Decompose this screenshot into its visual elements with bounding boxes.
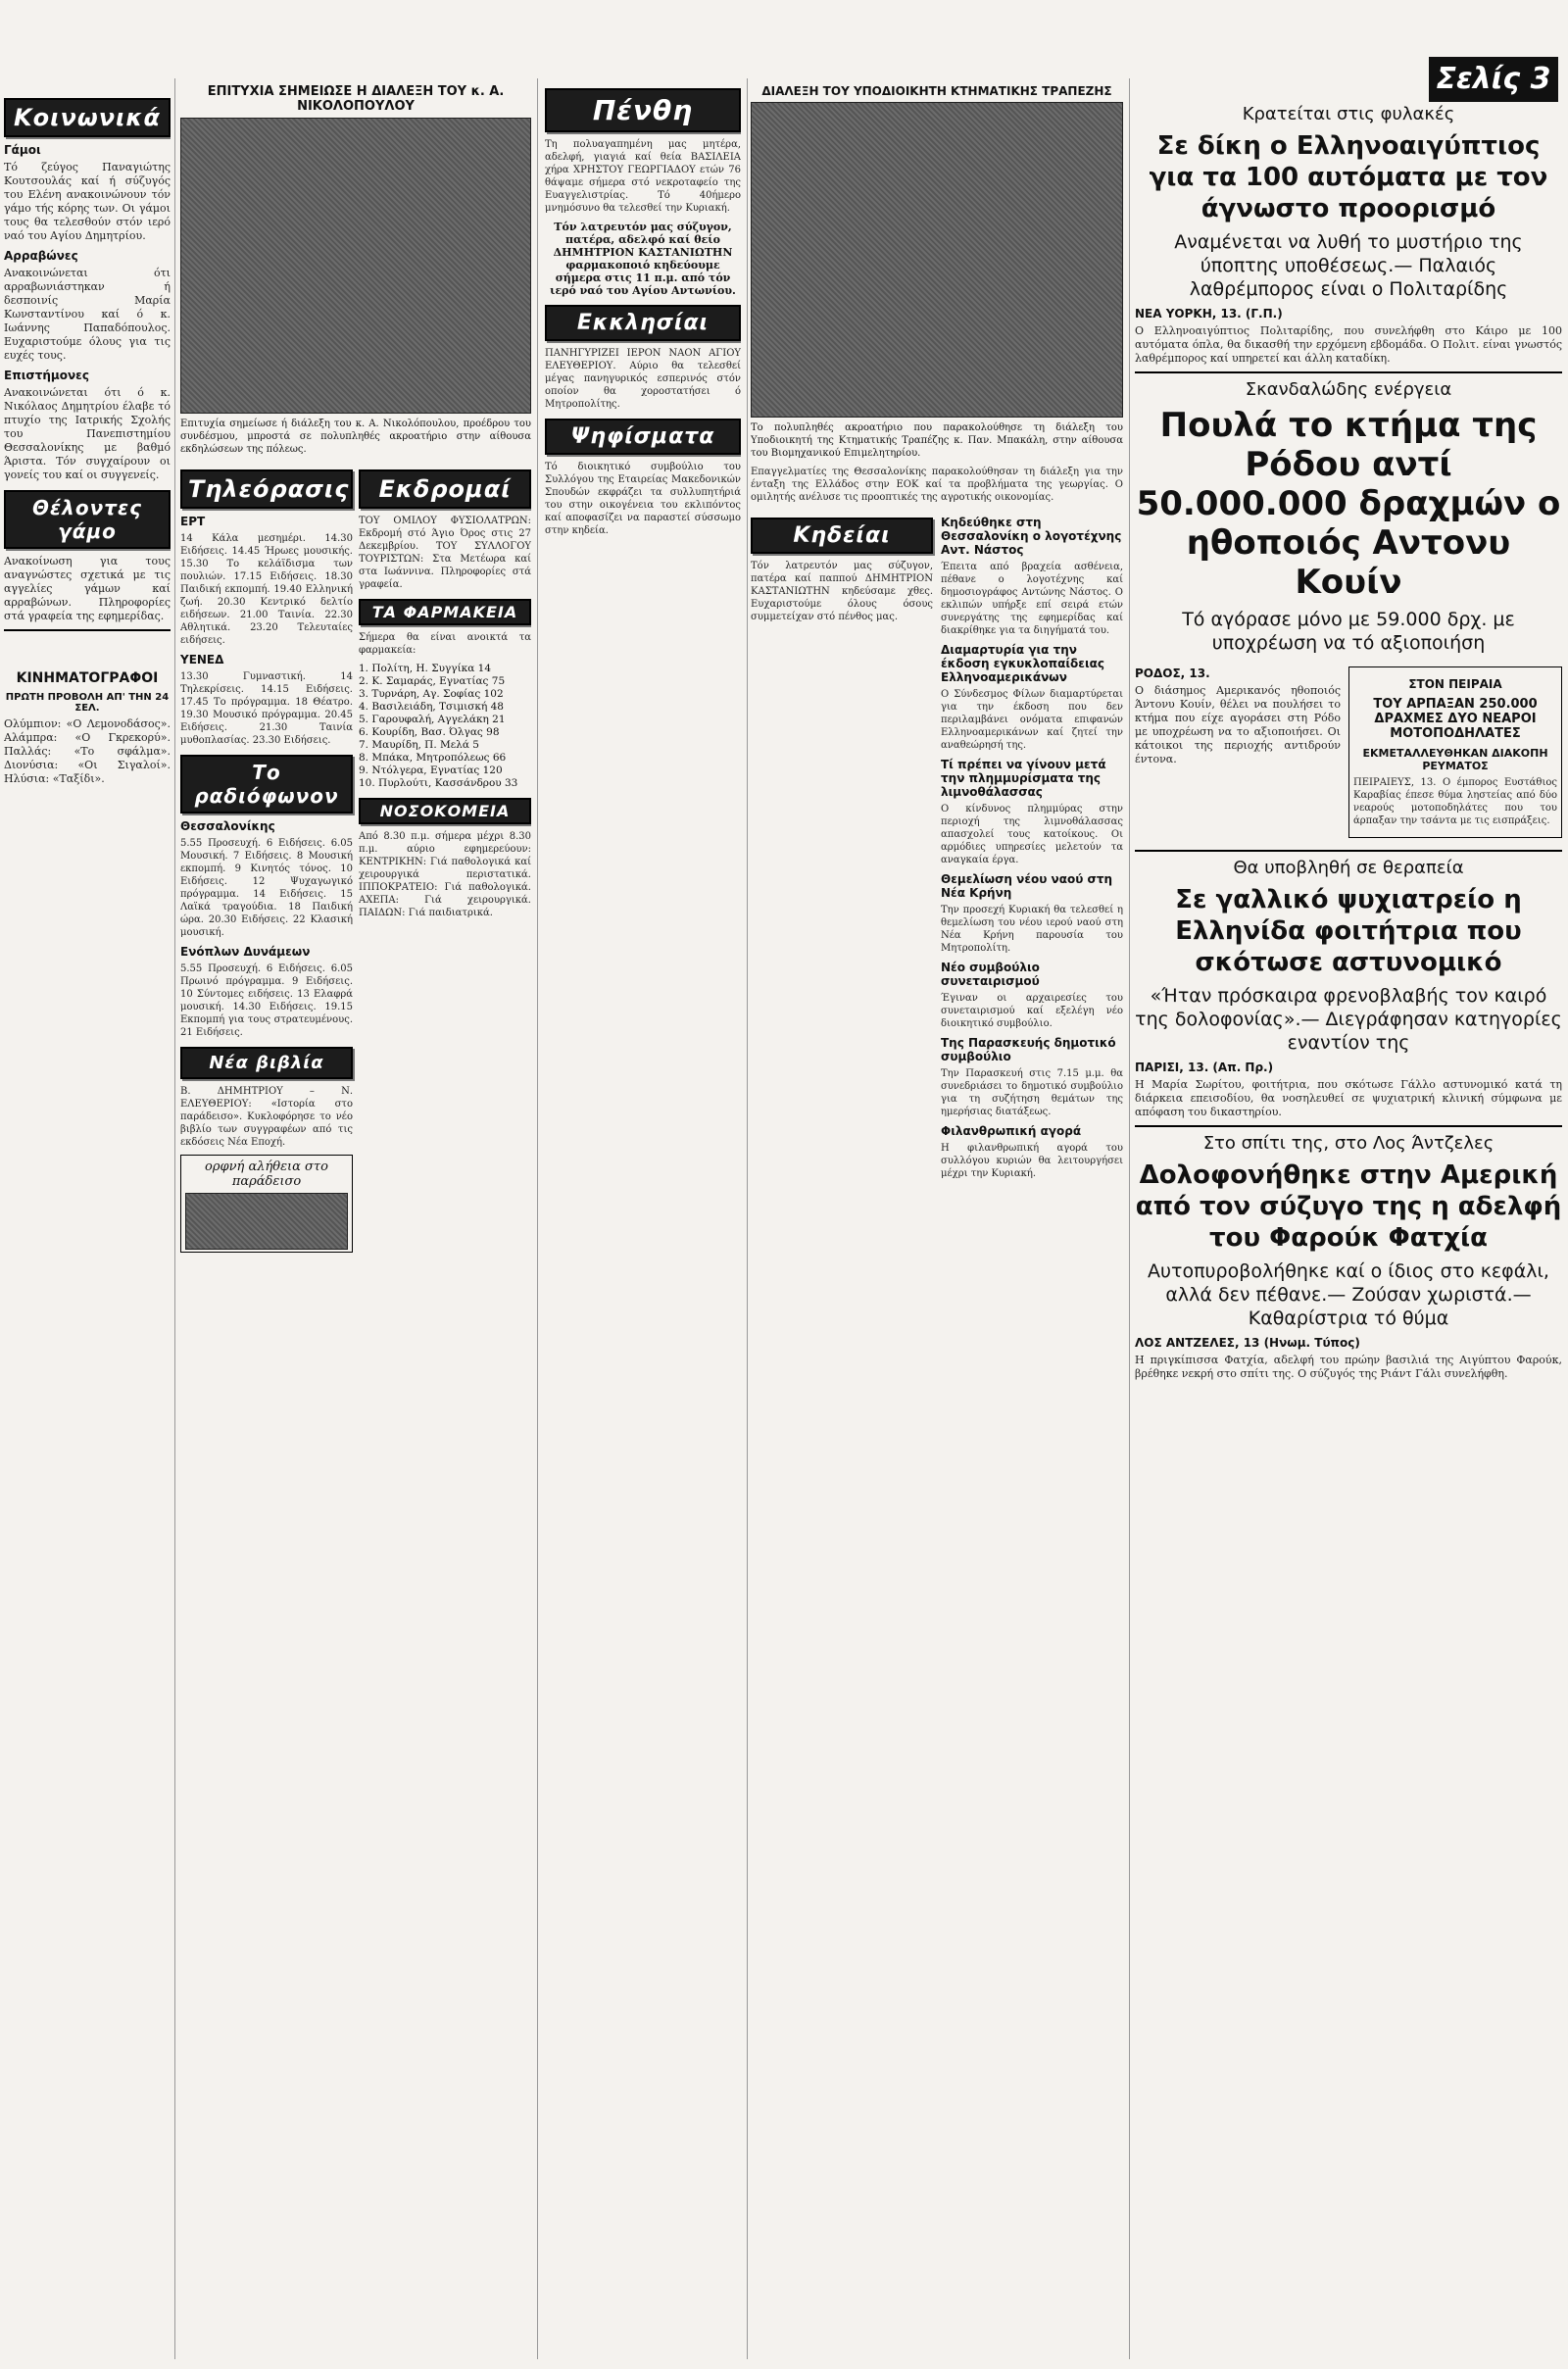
section-text: Ανακοινώνεται ότι αρραβωνιάστηκαν ή δεσποινίς Μαρία Κωνσταντίνου καί ό κ. Ιωάννης Παπαδόπουλος. Ευχαριστούμε όλους για τις ευχές τους. <box>4 267 171 362</box>
column-4 <box>751 0 1123 2362</box>
radio-text: 5.55 Προσευχή. 6 Ειδήσεις. 6.05 Μουσική. 7 Ειδήσεις. 8 Μουσική εκπομπή. 9 Κινητός τόνος. 10 Ειδήσεις. 12 Ψυχαγωγικό πρόγραμμα. 14 Ειδήσεις. 15 Λαϊκά τραγούδια. 18 Παιδική ώρα. 20.30 Ειδήσεις. 22 Κλασική μουσική. <box>180 838 353 938</box>
social-header: Κοινωνικά <box>4 98 171 137</box>
grief-name: Τόν λατρευτόν μας σύζυγον, πατέρα, αδελφό καί θείο ΔΗΜΗΤΡΙΟΝ ΚΑΣΤΑΝΙΩΤΗΝ φαρμακοποιό κηδεύουμε σήμερα στις 11 π.μ. από τόν ιερό ναό του Αγίου Αντωνίου. <box>550 221 736 297</box>
newbook-text: Β. ΔΗΜΗΤΡΙΟΥ – Ν. ΕΛΕΥΘΕΡΙΟΥ: «Ιστορία στο παράδεισο». Κυκλοφόρησε το νέο βιβλίο των συγγραφέων από τις εκδόσεις Νέα Εποχή. <box>180 1086 353 1148</box>
hospitals-header: ΝΟΣΟΚΟΜΕΙΑ <box>359 798 531 824</box>
story2-headline: Πουλά το κτήμα της Ρόδου αντί 50.000.000 δραχμών ο ηθοποιός Αντονυ Κουίν <box>1136 406 1561 602</box>
decrees-header: Ψηφίσματα <box>545 419 741 455</box>
story1-text: Ο Ελληνοαιγύπτιος Πολιταρίδης, που συνελήφθη στο Κάιρο με 100 αυτόματα όπλα, θα δικασθή την ερχόμενη εβδομάδα. Ο Πολιτ. είναι γνωστός λαθρέμπορος καί υπηρετεί και άλλη καταδίκη. <box>1135 324 1562 365</box>
piraeus-box-sub: ΕΚΜΕΤΑΛΛΕΥΘΗΚΑΝ ΔΙΑΚΟΠΗ ΡΕΥΜΑΤΟΣ <box>1362 747 1548 772</box>
section-header: Θέλοντες γάμο <box>4 490 171 549</box>
story3-kicker: Θα υποβληθή σε θεραπεία <box>1233 858 1464 878</box>
newbook-header: Νέα βιβλία <box>180 1047 353 1079</box>
story3-headline: Σε γαλλικό ψυχιατρείο η Ελληνίδα φοιτήτρια που σκότωσε αστυνομικό <box>1175 885 1522 977</box>
lagoon-text: Ο κίνδυνος πλημμύρας στην περιοχή της λιμνοθάλασσας απασχολεί τους κατοίκους. Οι αρμόδιες υπηρεσίες μελετούν τα αναγκαία έργα. <box>941 804 1123 865</box>
section-text: Ανακοίνωση για τους αναγνώστες σχετικά με τις αγγελίες γάμων καί αρραβώνων. Πληροφορίες στά γραφεία της εφημερίδας. <box>4 555 171 622</box>
story4-dateline: ΛΟΣ ΑΝΤΖΕΛΕΣ, 13 (Ηνωμ. Τύπος) <box>1135 1336 1360 1350</box>
nastos-text: Έπειτα από βραχεία ασθένεια, πέθανε ο λογοτέχνης καί δημοσιογράφος Αντώνης Νάστος. Ο εκλιπών υπήρξε επί σειρά ετών συνεργάτης της εφημερίδας καί διακρίθηκε για τα διηγήματά του. <box>941 562 1123 636</box>
tv-text2: 13.30 Γυμναστική. 14 Τηλεκρίσεις. 14.15 Ειδήσεις. 17.45 Το πρόγραμμα. 18 Θέατρο. 19.30 Μουσικό πρόγραμμα. 20.45 Ειδήσεις. 21.30 Ταινία μυθοπλασίας. 23.30 Ειδήσεις. <box>180 671 353 746</box>
market-heading: Φιλανθρωπική αγορά <box>941 1124 1082 1138</box>
story3-text: Η Μαρία Σωρίτου, φοιτήτρια, που σκότωσε Γάλλο αστυνομικό κατά τη διάρκεια επεισοδίου, θα νοσηλευθεί σε ψυχιατρική κλινική σύμφωνα με απόφαση του δικαστηρίου. <box>1135 1078 1562 1118</box>
coop-text: Έγιναν οι αρχαιρεσίες του συνεταιρισμού καί εξελέγη νέο διοικητικό συμβούλιο. <box>941 993 1123 1029</box>
protest-text: Ο Σύνδεσμος Φίλων διαμαρτύρεται για την έκδοση που δεν περιλαμβάνει ονόματα επιφανών Ελληνοαμερικάνων καί ζητεί την αναθεώρησή της. <box>941 689 1123 751</box>
council-text: Την Παρασκευή στις 7.15 μ.μ. θα συνεδριάσει το δημοτικό συμβούλιο για τη συζήτηση θεμάτων της ημερήσιας διατάξεως. <box>941 1068 1123 1117</box>
radio-sub2: Ενόπλων Δυνάμεων <box>180 945 311 959</box>
column-2 <box>180 0 531 2362</box>
outings-text: ΤΟΥ ΟΜΙΛΟΥ ΦΥΣΙΟΛΑΤΡΩΝ: Εκδρομή στό Άγιο Όρος στις 27 Δεκεμβρίου. ΤΟΥ ΣΥΛΛΟΓΟΥ ΤΟΥΡΙΣΤΩΝ: Στα Μετέωρα καί στα Ιωάννινα. Πληροφορίες στά γραφεία. <box>359 516 531 590</box>
protest-heading: Διαμαρτυρία για την έκδοση εγκυκλοπαίδειας Ελληνοαμερικάνων <box>941 643 1104 684</box>
cinema-text: Ολύμπιον: «Ο Λεμονοδάσος». Αλάμπρα: «Ο Γκρεκορύ». Παλλάς: «Το σφάλμα». Διονύσια: «Οι Σιγαλοί». Ηλύσια: «Ταξίδι». <box>4 717 171 785</box>
book-ad-title: ορφνή αλήθεια στο παράδεισο <box>205 1160 328 1189</box>
lecture-photo <box>180 118 531 414</box>
grief-header: Πένθη <box>545 88 741 132</box>
churches-header: Εκκλησίαι <box>545 305 741 341</box>
nastos-heading: Κηδεύθηκε στη Θεσσαλονίκη ο λογοτέχνης Αντ. Νάστος <box>941 516 1122 557</box>
pharmacy-item: 3. Τυρνάρη, Αγ. Σοφίας 102 <box>359 688 504 700</box>
pharmacies-intro: Σήμερα θα είναι ανοικτά τα φαρμακεία: <box>359 632 531 656</box>
outings-header: Εκδρομαί <box>359 469 531 509</box>
story1-headline: Σε δίκη ο Ελληνοαιγύπτιος για τα 100 αυτόματα με τον άγνωστο προορισμό <box>1149 131 1548 223</box>
funerals-text: Τόν λατρευτόν μας σύζυγον, πατέρα καί παππού ΔΗΜΗΤΡΙΟΝ ΚΑΣΤΑΝΙΩΤΗΝ κηδεύσαμε χθες. Ευχαριστούμε όλους όσους συμμετείχαν στό πένθος μας. <box>751 561 933 622</box>
pharmacy-item: 8. Μπάκα, Μητροπόλεως 66 <box>359 752 507 764</box>
radio-header: Το ραδιόφωνον <box>180 755 353 814</box>
decrees-text: Τό διοικητικό συμβούλιο του Συλλόγου της Εταιρείας Μακεδονικών Σπουδών εκφράζει τα συλλυπητήριά του στην οικογένεια του εκλιπόντος καί αποφασίζει να παραστεί σύσσωμο στην κηδεία. <box>545 462 741 536</box>
tv-header: Τηλεόρασις <box>180 469 353 509</box>
tv-text: 14 Κάλα μεσημέρι. 14.30 Ειδήσεις. 14.45 Ήρωες μουσικής. 15.30 Το κελάϊδισμα των πουλιών. 17.15 Ειδήσεις. 18.30 Παιδική εκπομπή. 19.40 Ελληνική ζωή. 20.30 Κεντρικό δελτίο ειδήσεων. 21.00 Ταινία. 22.30 Αθλητικά. 23.20 Τελευταίες ειδήσεις. <box>180 533 353 646</box>
story2-deck: Τό αγόρασε μόνο με 59.000 δρχ. με υποχρέωση να τό αξιοποιήση <box>1182 609 1515 654</box>
section-text: Ανακοινώνεται ότι ό κ. Νικόλαος Δημητρίου έλαβε τό πτυχίο της Ιατρικής Σχολής του Πανεπιστημίου Θεσσαλονίκης με βαθμό Άριστα. Τόν συγχαίρουν οι γονείς του καί οι συγγενείς. <box>4 386 171 481</box>
cinema-sub: ΠΡΩΤΗ ΠΡΟΒΟΛΗ ΑΠ' ΤΗΝ 24 ΣΕΛ. <box>5 692 170 714</box>
section-title: Αρραβώνες <box>4 249 78 263</box>
tv-sub2: ΥΕΝΕΔ <box>180 653 224 666</box>
story1-deck: Αναμένεται να λυθή το μυστήριο της ύποπτης υποθέσεως.— Παλαιός λαθρέμπορος είναι ο Πολιταρίδης <box>1174 231 1523 300</box>
piraeus-box <box>1348 666 1562 838</box>
bank-lecture-title: ΔΙΑΛΕΞΗ ΤΟΥ ΥΠΟΔΙΟΙΚΗΤΗ ΚΤΗΜΑΤΙΚΗΣ ΤΡΑΠΕΖΗΣ <box>761 84 1112 98</box>
coop-heading: Νέο συμβούλιο συνεταιρισμού <box>941 961 1040 988</box>
story1-kicker: Κρατείται στις φυλακές <box>1242 104 1455 124</box>
book-ad <box>180 1155 353 1253</box>
grief-text: Τη πολυαγαπημένη μας μητέρα, αδελφή, γιαγιά καί θεία ΒΑΣΙΛΕΙΑ χήρα ΧΡΗΣΤΟΥ ΓΕΩΡΓΙΑΔΟΥ ετών 76 θάψαμε σήμερα στό νεκροταφείο της Ευαγγελιστρίας. Τό 40ήμερο μνημόσυνο θα τελεσθεί την Κυριακή. <box>545 139 741 214</box>
story4-deck: Αυτοπυροβολήθηκε καί ο ίδιος στο κεφάλι, αλλά δεν πέθανε.— Ζούσαν χωριστά.— Καθαρίστρια τό θύμα <box>1148 1260 1549 1329</box>
lecture-caption: Επιτυχία σημείωσε ή διάλεξη του κ. Α. Νικολόπουλου, προέδρου του συνδέσμου, μπροστά σε πολυπληθές ακροατήριο στην αίθουσα εκδηλώσεων της πόλεως. <box>180 419 531 455</box>
church-text: Την προσεχή Κυριακή θα τελεσθεί η θεμελίωση του νέου ιερού ναού στη Νέα Κρήνη παρουσία του Μητροπολίτη. <box>941 905 1123 954</box>
piraeus-box-text: ΠΕΙΡΑΙΕΥΣ, 13. Ο έμπορος Ευστάθιος Καραβίας έπεσε θύμα ληστείας από δύο νεαρούς μοτοποδηλάτες που του άρπαξαν την τσάντα με τις εισπράξεις. <box>1353 777 1557 826</box>
right-news <box>1135 0 1562 2362</box>
pharmacy-item: 2. Κ. Σαμαράς, Εγνατίας 75 <box>359 675 506 687</box>
story4-headline: Δολοφονήθηκε στην Αμερική από τον σύζυγο της η αδελφή του Φαρούκ Φατχία <box>1135 1160 1562 1253</box>
bank-lecture-caption: Το πολυπληθές ακροατήριο που παρακολούθησε τη διάλεξη του Υποδιοικητή της Κτηματικής Τραπέζης κ. Παν. Μπακάλη, στην αίθουσα του Βιομηχανικού Επιμελητηρίου. <box>751 422 1123 459</box>
lecture-title: ΕΠΙΤΥΧΙΑ ΣΗΜΕΙΩΣΕ Η ΔΙΑΛΕΞΗ ΤΟΥ κ. Α. ΝΙΚΟΛΟΠΟΥΛΟΥ <box>207 84 505 114</box>
story2-kicker: Σκανδαλώδης ενέργεια <box>1245 379 1452 400</box>
story2-dateline: ΡΟΔΟΣ, 13. <box>1135 666 1210 680</box>
market-text: Η φιλανθρωπική αγορά του συλλόγου κυριών θα λειτουργήσει μέχρι την Κυριακή. <box>941 1143 1123 1179</box>
column-3 <box>545 0 741 2362</box>
section-title: Επιστήμονες <box>4 369 89 382</box>
bank-lecture-photo <box>751 102 1123 418</box>
story1-dateline: ΝΕΑ ΥΟΡΚΗ, 13. (Γ.Π.) <box>1135 307 1283 321</box>
pharmacy-item: 10. Πυρλούτι, Κασσάνδρου 33 <box>359 777 518 789</box>
pharmacies-header: ΤΑ ΦΑΡΜΑΚΕΙΑ <box>359 599 531 625</box>
section-text: Τό ζεύγος Παναγιώτης Κουτσουλάς καί ή σύζυγός του Ελένη ανακοινώνουν τόν γάμο τής κόρης των. Οι γάμοι τους θα τελεσθούν στόν ιερό ναό του Αγίου Δημητρίου. <box>4 161 171 242</box>
piraeus-box-headline: ΤΟΥ ΑΡΠΑΞΑΝ 250.000 ΔΡΑΧΜΕΣ ΔΥΟ ΝΕΑΡΟΙ ΜΟΤΟΠΟΔΗΛΑΤΕΣ <box>1373 697 1538 741</box>
pharmacy-item: 9. Ντόλγερα, Εγνατίας 120 <box>359 765 503 776</box>
funerals-header: Κηδείαι <box>751 518 933 554</box>
tv-sub: ΕΡΤ <box>180 515 206 528</box>
book-ad-image <box>185 1193 348 1250</box>
section-title: Γάμοι <box>4 143 41 157</box>
story4-text: Η πριγκίπισσα Φατχία, αδελφή του πρώην βασιλιά της Αιγύπτου Φαρούκ, βρέθηκε νεκρή στο σπίτι της. Ο σύζυγός της Ριάντ Γάλι συνελήφθη. <box>1135 1354 1562 1380</box>
left-column <box>4 0 171 2362</box>
story3-dateline: ΠΑΡΙΣΙ, 13. (Απ. Πρ.) <box>1135 1061 1274 1074</box>
council-heading: Της Παρασκευής δημοτικό συμβούλιο <box>941 1036 1116 1063</box>
story4-kicker: Στο σπίτι της, στο Λος Άντζελες <box>1202 1133 1494 1154</box>
radio-sub: Θεσσαλονίκης <box>180 819 275 833</box>
pharmacy-item: 5. Γαρουφαλή, Αγγελάκη 21 <box>359 714 506 725</box>
pharmacy-item: 1. Πολίτη, Η. Συγγίκα 14 <box>359 663 492 674</box>
churches-text: ΠΑΝΗΓΥΡΙΖΕΙ ΙΕΡΟΝ ΝΑΟΝ ΑΓΙΟΥ ΕΛΕΥΘΕΡΙΟΥ. Αύριο θα τελεσθεί μέγας πανηγυρικός εσπερινός στόν οποίον θα χοροστατήσει ό Μητροπολίτης. <box>545 348 741 410</box>
pharmacies-list <box>359 663 531 790</box>
story2-text: Ο διάσημος Αμερικανός ηθοποιός Άντονυ Κουίν, θέλει να πουλήσει το κτήμα που είχε αγοράσει στη Ρόδο με υποχρέωση να το αξιοποιήσει. Οι κάτοικοι της περιοχής αντιδρούν έντονα. <box>1135 684 1341 765</box>
cinema-title: ΚΙΝΗΜΑΤΟΓΡΑΦΟΙ <box>16 670 159 686</box>
pharmacy-item: 6. Κουρίδη, Βασ. Όλγας 98 <box>359 726 500 738</box>
piraeus-box-title: ΣΤΟΝ ΠΕΙΡΑΙΑ <box>1408 677 1502 691</box>
hospitals-text: Από 8.30 π.μ. σήμερα μέχρι 8.30 π.μ. αύριο εφημερεύουν: ΚΕΝΤΡΙΚΗΝ: Γιά παθολογικά καί χειρουργικά περιστατικά. ΙΠΠΟΚΡΑΤΕΙΟ: Γιά παθολογικά. ΑΧΕΠΑ: Γιά χειρουργικά. ΠΑΙΔΩΝ: Γιά παιδιατρικά. <box>359 831 531 918</box>
pharmacy-item: 7. Μαυρίδη, Π. Μελά 5 <box>359 739 479 751</box>
lagoon-heading: Τί πρέπει να γίνουν μετά την πλημμυρίσματα της λιμνοθάλασσας <box>941 758 1106 799</box>
story3-deck: «Ήταν πρόσκαιρα φρενοβλαβής τον καιρό της δολοφονίας».— Διεγράφησαν κατηγορίες εναντίον της <box>1135 985 1562 1054</box>
church-heading: Θεμελίωση νέου ναού στη Νέα Κρήνη <box>941 872 1113 900</box>
bank-lecture-text: Επαγγελματίες της Θεσσαλονίκης παρακολούθησαν τη διάλεξη για την ένταξη της Ελλάδος στην ΕΟΚ καί τα προβλήματα της γεωργίας. Ο ομιλητής ανέλυσε τις προοπτικές της αγροτικής οικονομίας. <box>751 467 1123 503</box>
page-number-badge: Σελίς 3 <box>1429 57 1558 102</box>
radio-text2: 5.55 Προσευχή. 6 Ειδήσεις. 6.05 Πρωινό πρόγραμμα. 9 Ειδήσεις. 10 Σύντομες ειδήσεις. 13 Ελαφρά μουσική. 14.30 Ειδήσεις. 19.15 Εκπομπή για τους στρατευμένους. 21 Ειδήσεις. <box>180 963 353 1038</box>
pharmacy-item: 4. Βασιλειάδη, Τσιμισκή 48 <box>359 701 504 713</box>
